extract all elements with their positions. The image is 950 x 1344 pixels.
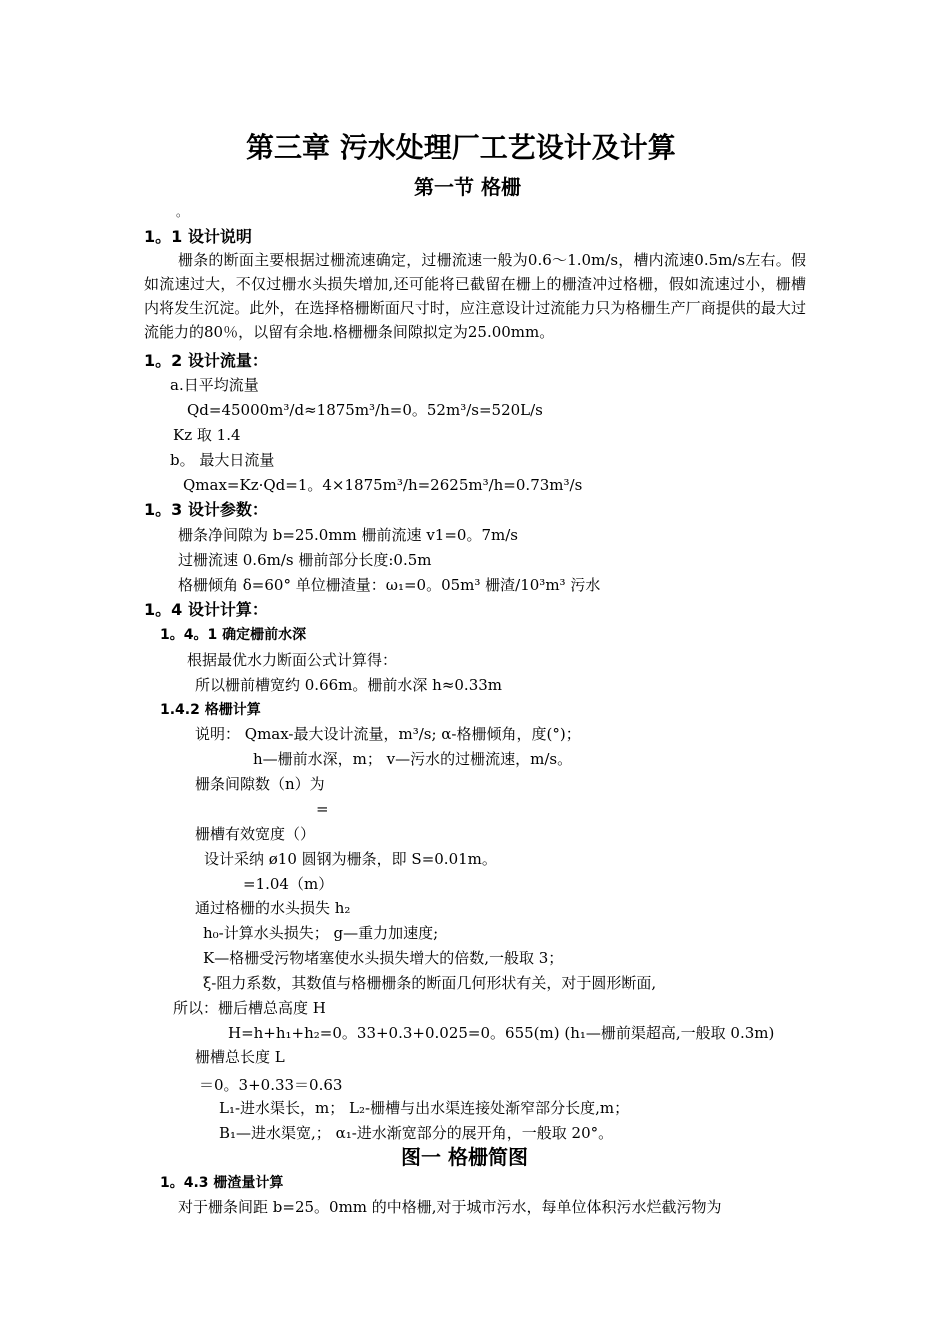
heading-1-1: 1。1 设计说明 bbox=[144, 227, 252, 246]
heading-1-4-3: 1。4.3 栅渣量计算 bbox=[160, 1175, 284, 1191]
heading-1-4-2: 1.4.2 格栅计算 bbox=[160, 702, 261, 718]
qmax-formula: Qmax=Kz·Qd=1。4×1875m³/h=2625m³/h=0.73m³/s bbox=[183, 476, 583, 494]
param-line-1: 栅条净间隙为 b=25.0mm 栅前流速 v1=0。7m/s bbox=[178, 526, 518, 544]
gap-count-label: 栅条间隙数（n）为 bbox=[195, 775, 325, 793]
total-height-label: 所以：栅后槽总高度 H bbox=[173, 999, 326, 1017]
kz-line: Kz 取 1.4 bbox=[173, 426, 241, 444]
xi-line: ξ-阻力系数，其数值与格栅栅条的断面几何形状有关，对于圆形断面, bbox=[203, 974, 657, 992]
steel-bar-line: 设计采纳 ø10 圆钢为栅条，即 S=0.01m。 bbox=[204, 850, 497, 868]
k-factor-line: K—格栅受污物堵塞使水头损失增大的倍数,一般取 3； bbox=[203, 949, 564, 967]
head-loss-label: 通过格栅的水头损失 h₂ bbox=[195, 899, 351, 917]
heading-1-4: 1。4 设计计算： bbox=[144, 600, 268, 619]
note-line-1: 说明： Qmax-最大设计流量，m³/s; α-格栅倾角，度(°)； bbox=[195, 725, 581, 743]
design-description-paragraph: 栅条的断面主要根据过栅流速确定，过栅流速一般为0.6～1.0m/s，槽内流速0.5m/s左右。假如流速过大，不仅过栅水头损失增加,还可能将已截留在栅上的栅渣冲过格栅，假如流速过小，栅槽内将发生沉淀。此外，在选择格栅断面尺寸时，应注意设计过流能力只为格栅生产厂商提供的最大过流能力的80％，以留有余地.格栅栅条间隙拟定为25.00mm。 bbox=[144, 251, 806, 341]
param-line-3: 格栅倾角 δ=60° 单位栅渣量：ω₁=0。05m³ 栅渣/10³m³ 污水 bbox=[178, 576, 601, 594]
max-daily-label: b。 最大日流量 bbox=[170, 451, 275, 469]
heading-1-2: 1。2 设计流量： bbox=[144, 351, 268, 370]
hydraulic-line: 根据最优水力断面公式计算得： bbox=[187, 651, 398, 669]
channel-width-line: 所以栅前槽宽约 0.66m。栅前水深 h≈0.33m bbox=[195, 676, 503, 694]
stray-dot: 。 bbox=[176, 205, 189, 219]
chapter-title: 第三章 污水处理厂工艺设计及计算 bbox=[246, 131, 676, 164]
section-title: 第一节 格栅 bbox=[414, 175, 521, 199]
height-formula: H=h+h₁+h₂=0。33+0.3+0.025=0。655(m) (h₁—栅前渠超高,一般取 0.3m) bbox=[228, 1024, 775, 1042]
length-value: ＝0。3+0.33＝0.63 bbox=[199, 1076, 343, 1094]
qd-formula: Qd=45000m³/d≈1875m³/h=0。52m³/s=520L/s bbox=[187, 401, 543, 419]
b1-line: B₁—进水渠宽,； α₁-进水渐宽部分的展开角，一般取 20°。 bbox=[219, 1124, 614, 1142]
param-line-2: 过栅流速 0.6m/s 栅前部分长度:0.5m bbox=[178, 551, 432, 569]
equals-sign: = bbox=[316, 800, 329, 818]
heading-1-3: 1。3 设计参数： bbox=[144, 500, 268, 519]
figure-caption: 图一 格栅简图 bbox=[401, 1145, 528, 1169]
width-value: =1.04（m） bbox=[243, 875, 334, 893]
total-length-label: 栅槽总长度 L bbox=[195, 1048, 285, 1066]
note-line-2: h—栅前水深，m； v—污水的过栅流速，m/s。 bbox=[253, 750, 573, 768]
screenings-line: 对于栅条间距 b=25。0mm 的中格栅,对于城市污水，每单位体积污水烂截污物为 bbox=[178, 1198, 722, 1216]
l1-line: L₁-进水渠长，m； L₂-栅槽与出水渠连接处渐窄部分长度,m； bbox=[219, 1099, 630, 1117]
effective-width-label: 栅槽有效宽度（） bbox=[195, 825, 316, 843]
daily-avg-label: a.日平均流量 bbox=[170, 376, 259, 394]
heading-1-4-1: 1。4。1 确定栅前水深 bbox=[160, 627, 307, 643]
h0-line: h₀-计算水头损失； g—重力加速度; bbox=[203, 924, 439, 942]
